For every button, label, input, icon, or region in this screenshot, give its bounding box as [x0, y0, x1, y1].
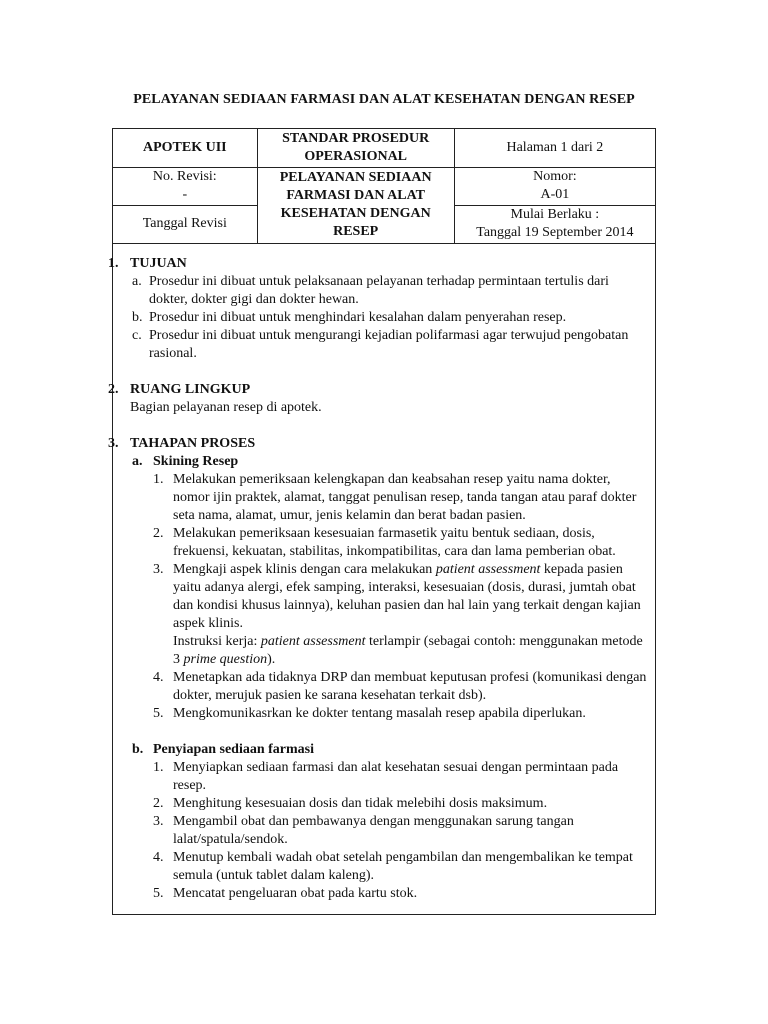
list-marker: 1.	[153, 472, 164, 487]
section-heading-ruang-lingkup	[108, 381, 655, 399]
list-marker: a.	[132, 274, 142, 289]
list-item-text: Menutup kembali wadah obat setelah pengambilan dan mengembalikan ke tempat semula (untuk tablet dalam kaleng).	[173, 850, 633, 883]
effective-date-value: Tanggal 19 September 2014	[476, 225, 634, 240]
effective-date-label: Mulai Berlaku :	[510, 207, 600, 222]
list-marker: 5.	[153, 706, 164, 721]
list-marker: 2.	[153, 796, 164, 811]
list-item	[113, 327, 655, 363]
list-item-text: Menghitung kesesuaian dosis dan tidak melebihi dosis maksimum.	[173, 796, 548, 811]
subsection-title: Penyiapan sediaan farmasi	[153, 742, 315, 757]
subsection-heading-skrining	[113, 453, 655, 471]
list-marker: 3.	[153, 814, 164, 829]
document-title: PELAYANAN SEDIAAN FARMASI DAN ALAT KESEHATAN DENGAN RESEP	[133, 92, 635, 107]
section-title: RUANG LINGKUP	[130, 382, 251, 397]
list-item-text: Melakukan pemeriksaan kesesuaian farmasetik yaitu bentuk sediaan, dosis, frekuensi, kekuatan, stabilitas, inkompatibilitas, cara dan lama pemberian obat.	[173, 526, 616, 559]
revision-date-label: Tanggal Revisi	[113, 205, 257, 243]
list-item	[113, 849, 655, 885]
section-title: TUJUAN	[130, 256, 187, 271]
list-marker: b.	[132, 310, 143, 325]
list-marker: c.	[132, 328, 142, 343]
list-marker: 4.	[153, 850, 164, 865]
scope-text: Bagian pelayanan resep di apotek.	[130, 400, 322, 415]
work-instruction-note: Instruksi kerja: patient assessment terlampir (sebagai contoh: menggunakan metode 3 prime question).	[173, 634, 643, 667]
document-number-cell	[454, 167, 655, 205]
list-item-text: Mengambil obat dan pembawanya dengan menggunakan sarung tangan lalat/spatula/sendok.	[173, 814, 574, 847]
document-number-value: A-01	[540, 187, 570, 202]
sop-title: STANDAR PROSEDUR OPERASIONAL	[257, 129, 454, 167]
list-item-text: Prosedur ini dibuat untuk mengurangi kejadian polifarmasi agar terwujud pengobatan rasional.	[149, 328, 629, 361]
list-item	[113, 273, 655, 309]
list-item	[113, 561, 655, 633]
section-number: 3.	[108, 436, 119, 451]
list-item-text: Menyiapkan sediaan farmasi dan alat kesehatan sesuai dengan permintaan pada resep.	[173, 760, 619, 793]
section-number: 2.	[108, 382, 119, 397]
revision-number-cell	[113, 167, 257, 205]
list-marker: 1.	[153, 760, 164, 775]
list-item	[113, 885, 655, 903]
subsection-title: Skining Resep	[153, 454, 239, 469]
list-item	[113, 309, 655, 327]
sop-frame	[108, 128, 656, 915]
list-item	[113, 813, 655, 849]
list-item-text: Mengkomunikasrkan ke dokter tentang masalah resep apabila diperlukan.	[173, 706, 586, 721]
revision-number-value: -	[182, 187, 188, 202]
subsection-marker: a.	[132, 454, 143, 469]
list-marker: 4.	[153, 670, 164, 685]
list-item	[113, 525, 655, 561]
revision-number-label: No. Revisi:	[152, 169, 217, 184]
page-indicator: Halaman 1 dari 2	[454, 129, 655, 167]
list-item-text: Prosedur ini dibuat untuk pelaksanaan pelayanan terhadap permintaan tertulis dari dokter, dokter gigi dan dokter hewan.	[149, 274, 609, 307]
document-number-label: Nomor:	[533, 169, 577, 184]
list-item	[113, 705, 655, 723]
section-number: 1.	[108, 256, 119, 271]
list-marker: 5.	[153, 886, 164, 901]
list-item	[113, 759, 655, 795]
section-heading-tahapan	[108, 435, 655, 453]
sop-name: PELAYANAN SEDIAAN FARMASI DAN ALAT KESEHATAN DENGAN RESEP	[257, 167, 454, 243]
list-item-text: Prosedur ini dibuat untuk menghindari kesalahan dalam penyerahan resep.	[149, 310, 567, 325]
apotek-name: APOTEK UII	[113, 129, 257, 167]
list-item-text: Menetapkan ada tidaknya DRP dan membuat keputusan profesi (komunikasi dengan dokter, merujuk pasien ke sarana kesehatan terkait dsb).	[173, 670, 647, 703]
subsection-marker: b.	[132, 742, 144, 757]
effective-date-cell	[454, 205, 655, 243]
sop-header-table	[113, 129, 655, 244]
list-item	[113, 471, 655, 525]
list-marker: 2.	[153, 526, 164, 541]
list-marker: 3.	[153, 562, 164, 577]
section-title: TAHAPAN PROSES	[130, 436, 256, 451]
sop-content	[108, 255, 655, 903]
list-item-text: Melakukan pemeriksaan kelengkapan dan keabsahan resep yaitu nama dokter, nomor ijin praktek, alamat, tanggat penulisan resep, tanda tangan atau paraf dokter seta nama, alamat, umur, jenis kelamin dan berat badan pasien.	[173, 472, 637, 523]
list-item-text: Mencatat pengeluaran obat pada kartu stok.	[173, 886, 418, 901]
section-heading-tujuan	[108, 255, 655, 273]
list-item	[113, 795, 655, 813]
subsection-heading-penyiapan	[113, 741, 655, 759]
list-item-text: Mengkaji aspek klinis dengan cara melakukan patient assessment kepada pasien yaitu adanya alergi, efek samping, interaksi, kesesuaian (dosis, durasi, jumtah obat dan kondisi khusus lainnya), keluhan pasien dan hal lain yang terkait dengan kajian aspek klinis.	[173, 562, 641, 631]
list-item	[113, 669, 655, 705]
